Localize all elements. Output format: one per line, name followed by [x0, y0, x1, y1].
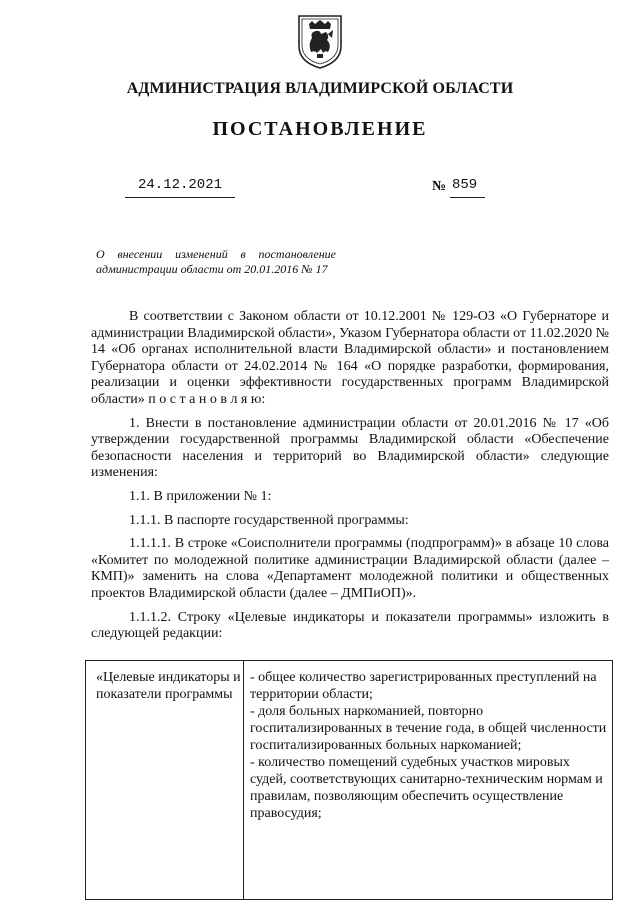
table-left-cell: «Целевые индикаторы и показатели программы — [96, 670, 241, 702]
document-date: 24.12.2021 — [137, 177, 222, 193]
table-column-divider — [243, 661, 244, 899]
document-subject: О внесении изменений в постановление администрации области от 20.01.2016 № 17 — [96, 247, 336, 276]
list-item: - количество помещений судебных участков мировых судей, соответствующих санитарно-техническим нормам и правилам, позволяющим обеспечить осуществление правосудия; — [250, 755, 603, 821]
document-number: 859 — [452, 177, 478, 193]
paragraph-1-1-1: 1.1.1. В паспорте государственной программы: — [129, 512, 409, 528]
document-type-title: ПОСТАНОВЛЕНИЕ — [212, 118, 428, 140]
number-underline — [450, 197, 485, 198]
paragraph-1-1: 1.1. В приложении № 1: — [129, 488, 272, 504]
coat-of-arms-icon — [295, 12, 345, 70]
organization-title: АДМИНИСТРАЦИЯ ВЛАДИМИРСКОЙ ОБЛАСТИ — [126, 80, 514, 97]
preamble-paragraph: В соответствии с Законом области от 10.12.2001 № 129-ОЗ «О Губернаторе и администрации Владимирской области», Указом Губернатора области от 11.02.2020 № 14 «Об органах исполнительной власти Владимирской области» и постановлением Губернатора области от 24.02.2014 № 164 «О порядке разработки, формирования, реализации и оценки эффективности государственных программ Владимирской области» п о с т а н о в л я ю: — [91, 309, 609, 407]
number-sign: № — [432, 179, 447, 194]
paragraph-1-1-1-1: 1.1.1.1. В строке «Соисполнители программы (подпрограмм)» в абзаце 10 слова «Комитет по молодежной политике администрации Владимирской области (далее – КМП)» заменить на слова «Департамент молодежной политики и общественных проектов Владимирской области (далее – ДМПиОП)». — [91, 536, 609, 601]
document-body — [91, 309, 609, 643]
paragraph-1-1-1-2: 1.1.1.2. Строку «Целевые индикаторы и показатели программы» изложить в следующей редакции: — [91, 609, 609, 642]
list-item: - доля больных наркоманией, повторно госпитализированных в течение года, в общей численности госпитализированных больных наркоманией; — [250, 704, 607, 753]
date-underline — [125, 197, 235, 198]
paragraph-1: 1. Внести в постановление администрации области от 20.01.2016 № 17 «Об утверждении государственной программы Владимирской области «Обеспечение безопасности населения и территорий во Владимирской области» следующие изменения: — [91, 415, 609, 481]
table-right-cell — [250, 669, 608, 822]
indicators-table — [85, 660, 613, 900]
list-item: - общее количество зарегистрированных преступлений на территории области; — [250, 670, 597, 702]
